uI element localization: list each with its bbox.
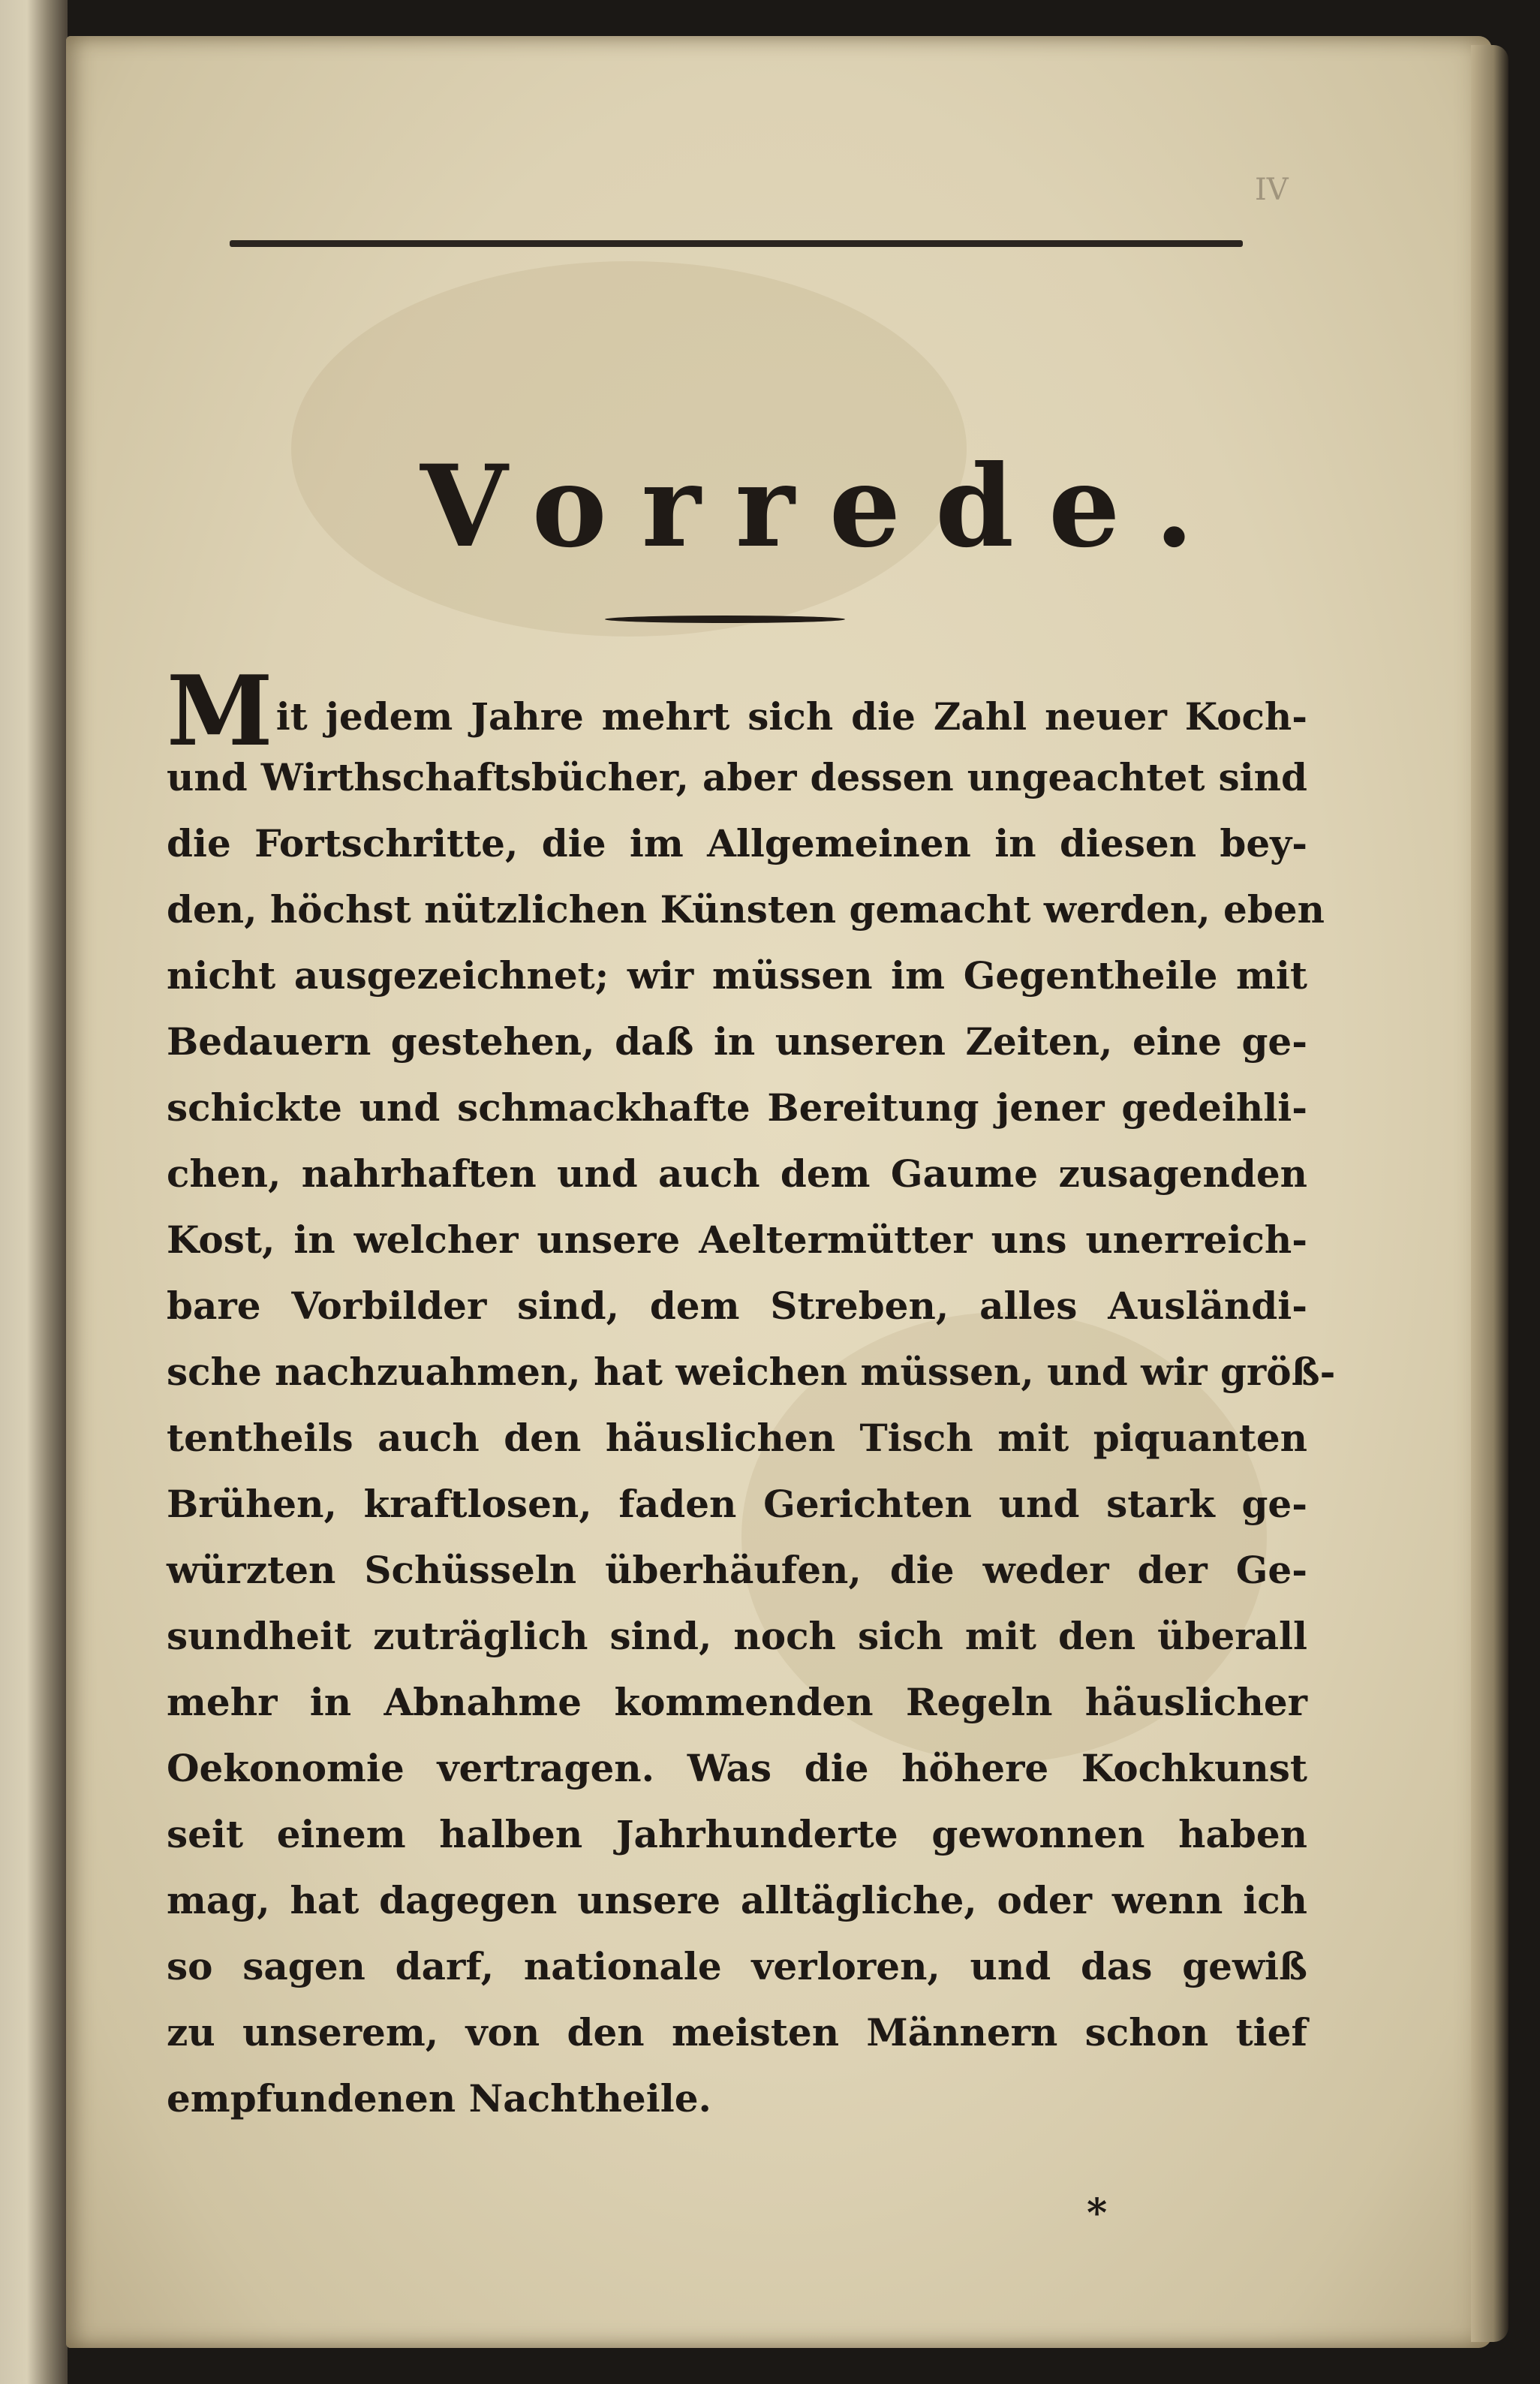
text-line: würzten Schüsseln überhäufen, die weder der Ge- <box>167 1548 1307 1592</box>
book-spine <box>0 0 68 2384</box>
text-line <box>167 655 1307 768</box>
body-text <box>167 655 1336 2132</box>
page-title: Vorrede. <box>420 441 1229 573</box>
text-line: chen, nahrhaften und auch dem Gaume zusagenden <box>167 1151 1307 1196</box>
text-line: sche nachzuahmen, hat weichen müssen, und wir größ- <box>167 1350 1336 1394</box>
header-rule <box>230 240 1243 247</box>
page-number: IV <box>1255 173 1289 207</box>
text-line: empfundenen Nachtheile. <box>167 2076 711 2121</box>
text-line: seit einem halben Jahrhunderte gewonnen haben <box>167 1812 1307 1856</box>
text-line: schickte und schmackhafte Bereitung jener gedeihli- <box>167 1085 1307 1130</box>
title-rule <box>605 616 845 623</box>
text-line: mag, hat dagegen unsere alltägliche, oder wenn ich <box>167 1878 1307 1922</box>
text-line: den, höchst nützlichen Künsten gemacht werden, eben <box>167 887 1325 932</box>
text-line: bare Vorbilder sind, dem Streben, alles Ausländi- <box>167 1284 1307 1328</box>
text-line: Bedauern gestehen, daß in unseren Zeiten, eine ge- <box>167 1019 1307 1064</box>
text-line: mehr in Abnahme kommenden Regeln häuslicher <box>167 1680 1307 1724</box>
page-edge <box>1471 45 1508 2342</box>
text-line: und Wirthschaftsbücher, aber dessen ungeachtet sind <box>167 755 1307 799</box>
text-line: Oekonomie vertragen. Was die höhere Kochkunst <box>167 1746 1307 1790</box>
text-line: sundheit zuträglich sind, noch sich mit den überall <box>167 1614 1307 1658</box>
drop-initial: M <box>167 655 273 768</box>
text-line: Kost, in welcher unsere Aeltermütter uns unerreich- <box>167 1218 1307 1262</box>
text-line-content: it jedem Jahre mehrt sich die Zahl neuer Koch- <box>275 694 1307 739</box>
text-line: so sagen darf, nationale verloren, und das gewiß <box>167 1944 1307 1988</box>
catchword: * <box>1087 2190 1108 2236</box>
text-line: Brühen, kraftlosen, faden Gerichten und stark ge- <box>167 1482 1307 1526</box>
text-line: zu unserem, von den meisten Männern schon tief <box>167 2010 1307 2054</box>
text-line: tentheils auch den häuslichen Tisch mit piquanten <box>167 1416 1307 1460</box>
text-line: nicht ausgezeichnet; wir müssen im Gegentheile mit <box>167 953 1307 998</box>
text-line: die Fortschritte, die im Allgemeinen in diesen bey- <box>167 821 1307 865</box>
